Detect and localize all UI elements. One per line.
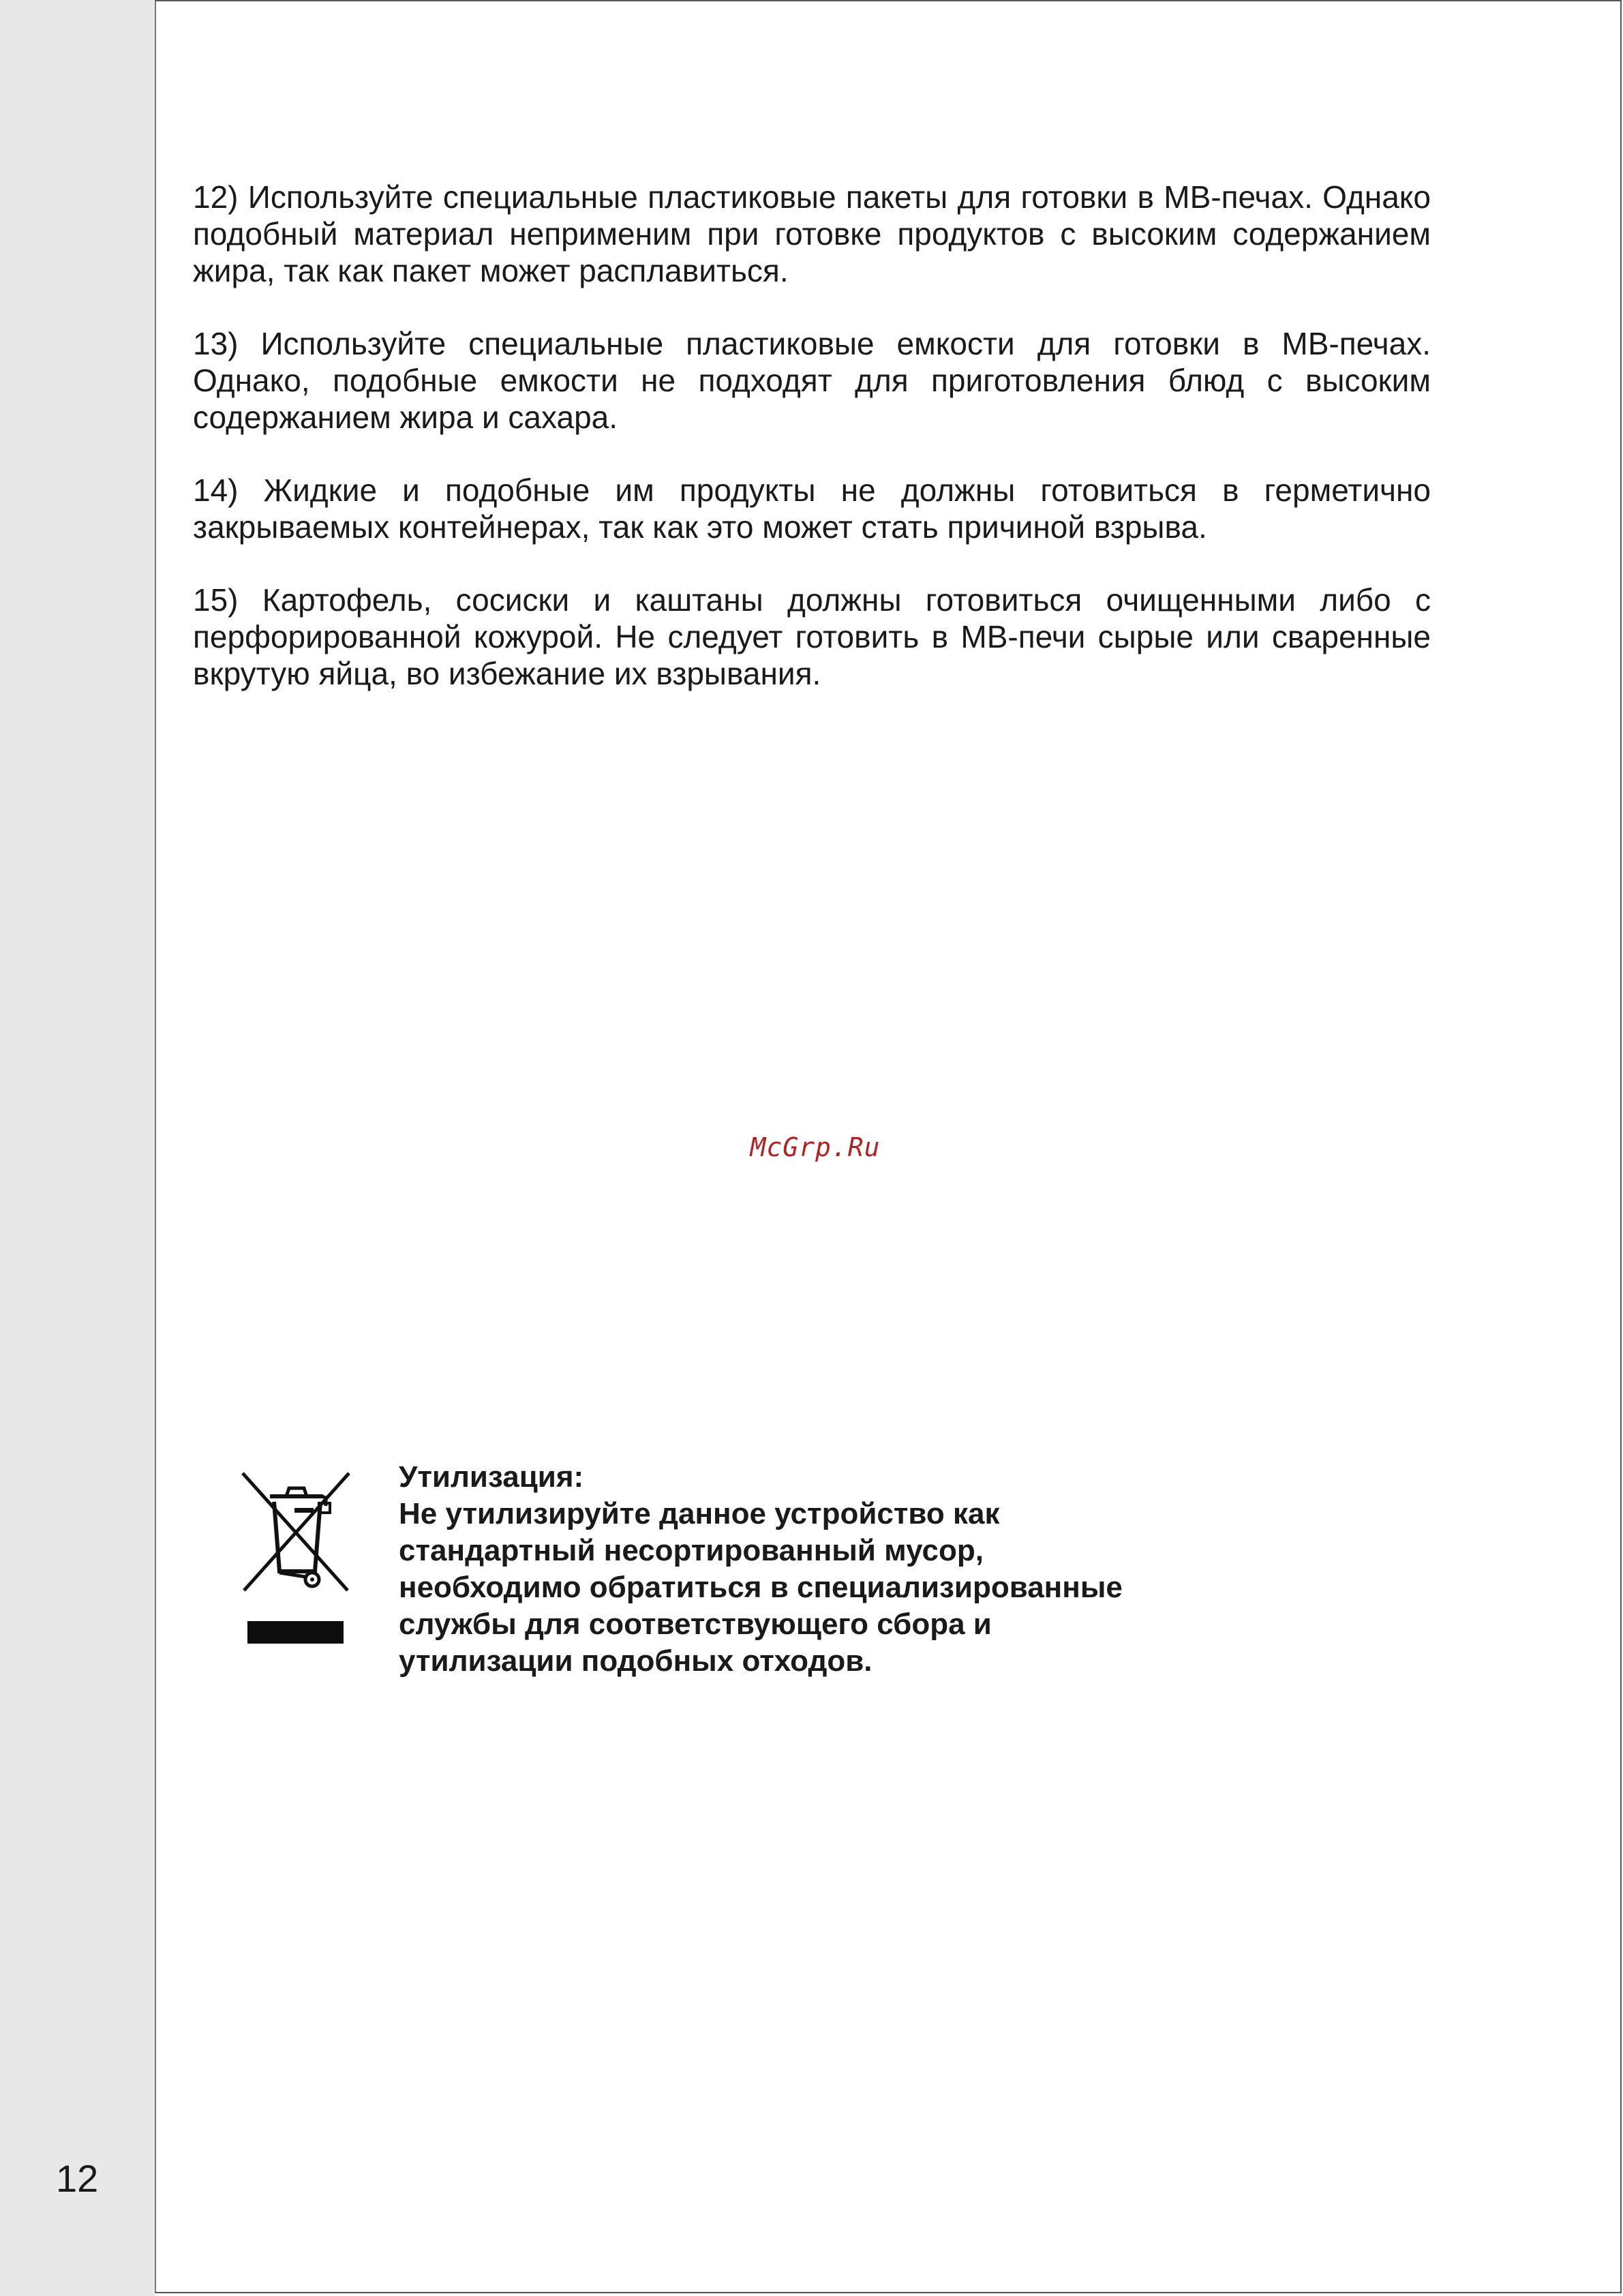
disposal-heading: Утилизация: [399, 1460, 584, 1494]
disposal-line: необходимо обратиться в специализированные [399, 1571, 1123, 1604]
instruction-item-12: 12) Используйте специальные пластиковые пакеты для готовки в МВ-печах. Однако подобный материал неприменим при готовке продуктов с высоким содержанием жира, так как пакет может расплавиться. [193, 179, 1431, 288]
instruction-item-14: 14) Жидкие и подобные им продукты не должны готовиться в герметично закрываемых контейнерах, так как это может стать причиной взрыва. [193, 472, 1431, 545]
disposal-notice [399, 1459, 1353, 1680]
instructions-list [193, 179, 1431, 728]
instruction-item-13: 13) Используйте специальные пластиковые емкости для готовки в МВ-печах. Однако, подобные емкости не подходят для приготовления блюд с высоким содержанием жира и сахара. [193, 326, 1431, 435]
weee-black-bar [247, 1621, 344, 1644]
disposal-line: стандартный несортированный мусор, [399, 1534, 984, 1567]
disposal-section [240, 1459, 1399, 1684]
disposal-line: Не утилизируйте данное устройство как [399, 1497, 1000, 1530]
disposal-line: утилизации подобных отходов. [399, 1644, 873, 1678]
disposal-line: службы для соответствующего сбора и [399, 1607, 992, 1641]
instruction-item-15: 15) Картофель, сосиски и каштаны должны готовиться очищенными либо с перфорированной кожурой. Не следует готовить в МВ-печи сырые или сваренные вкрутую яйца, во избежание их взрывания. [193, 582, 1431, 691]
crossed-out-wheelie-bin-icon [240, 1470, 352, 1607]
left-margin-strip [0, 0, 155, 2296]
page-number: 12 [56, 2157, 99, 2200]
watermark-link[interactable]: McGrp.Ru [750, 1132, 881, 1162]
